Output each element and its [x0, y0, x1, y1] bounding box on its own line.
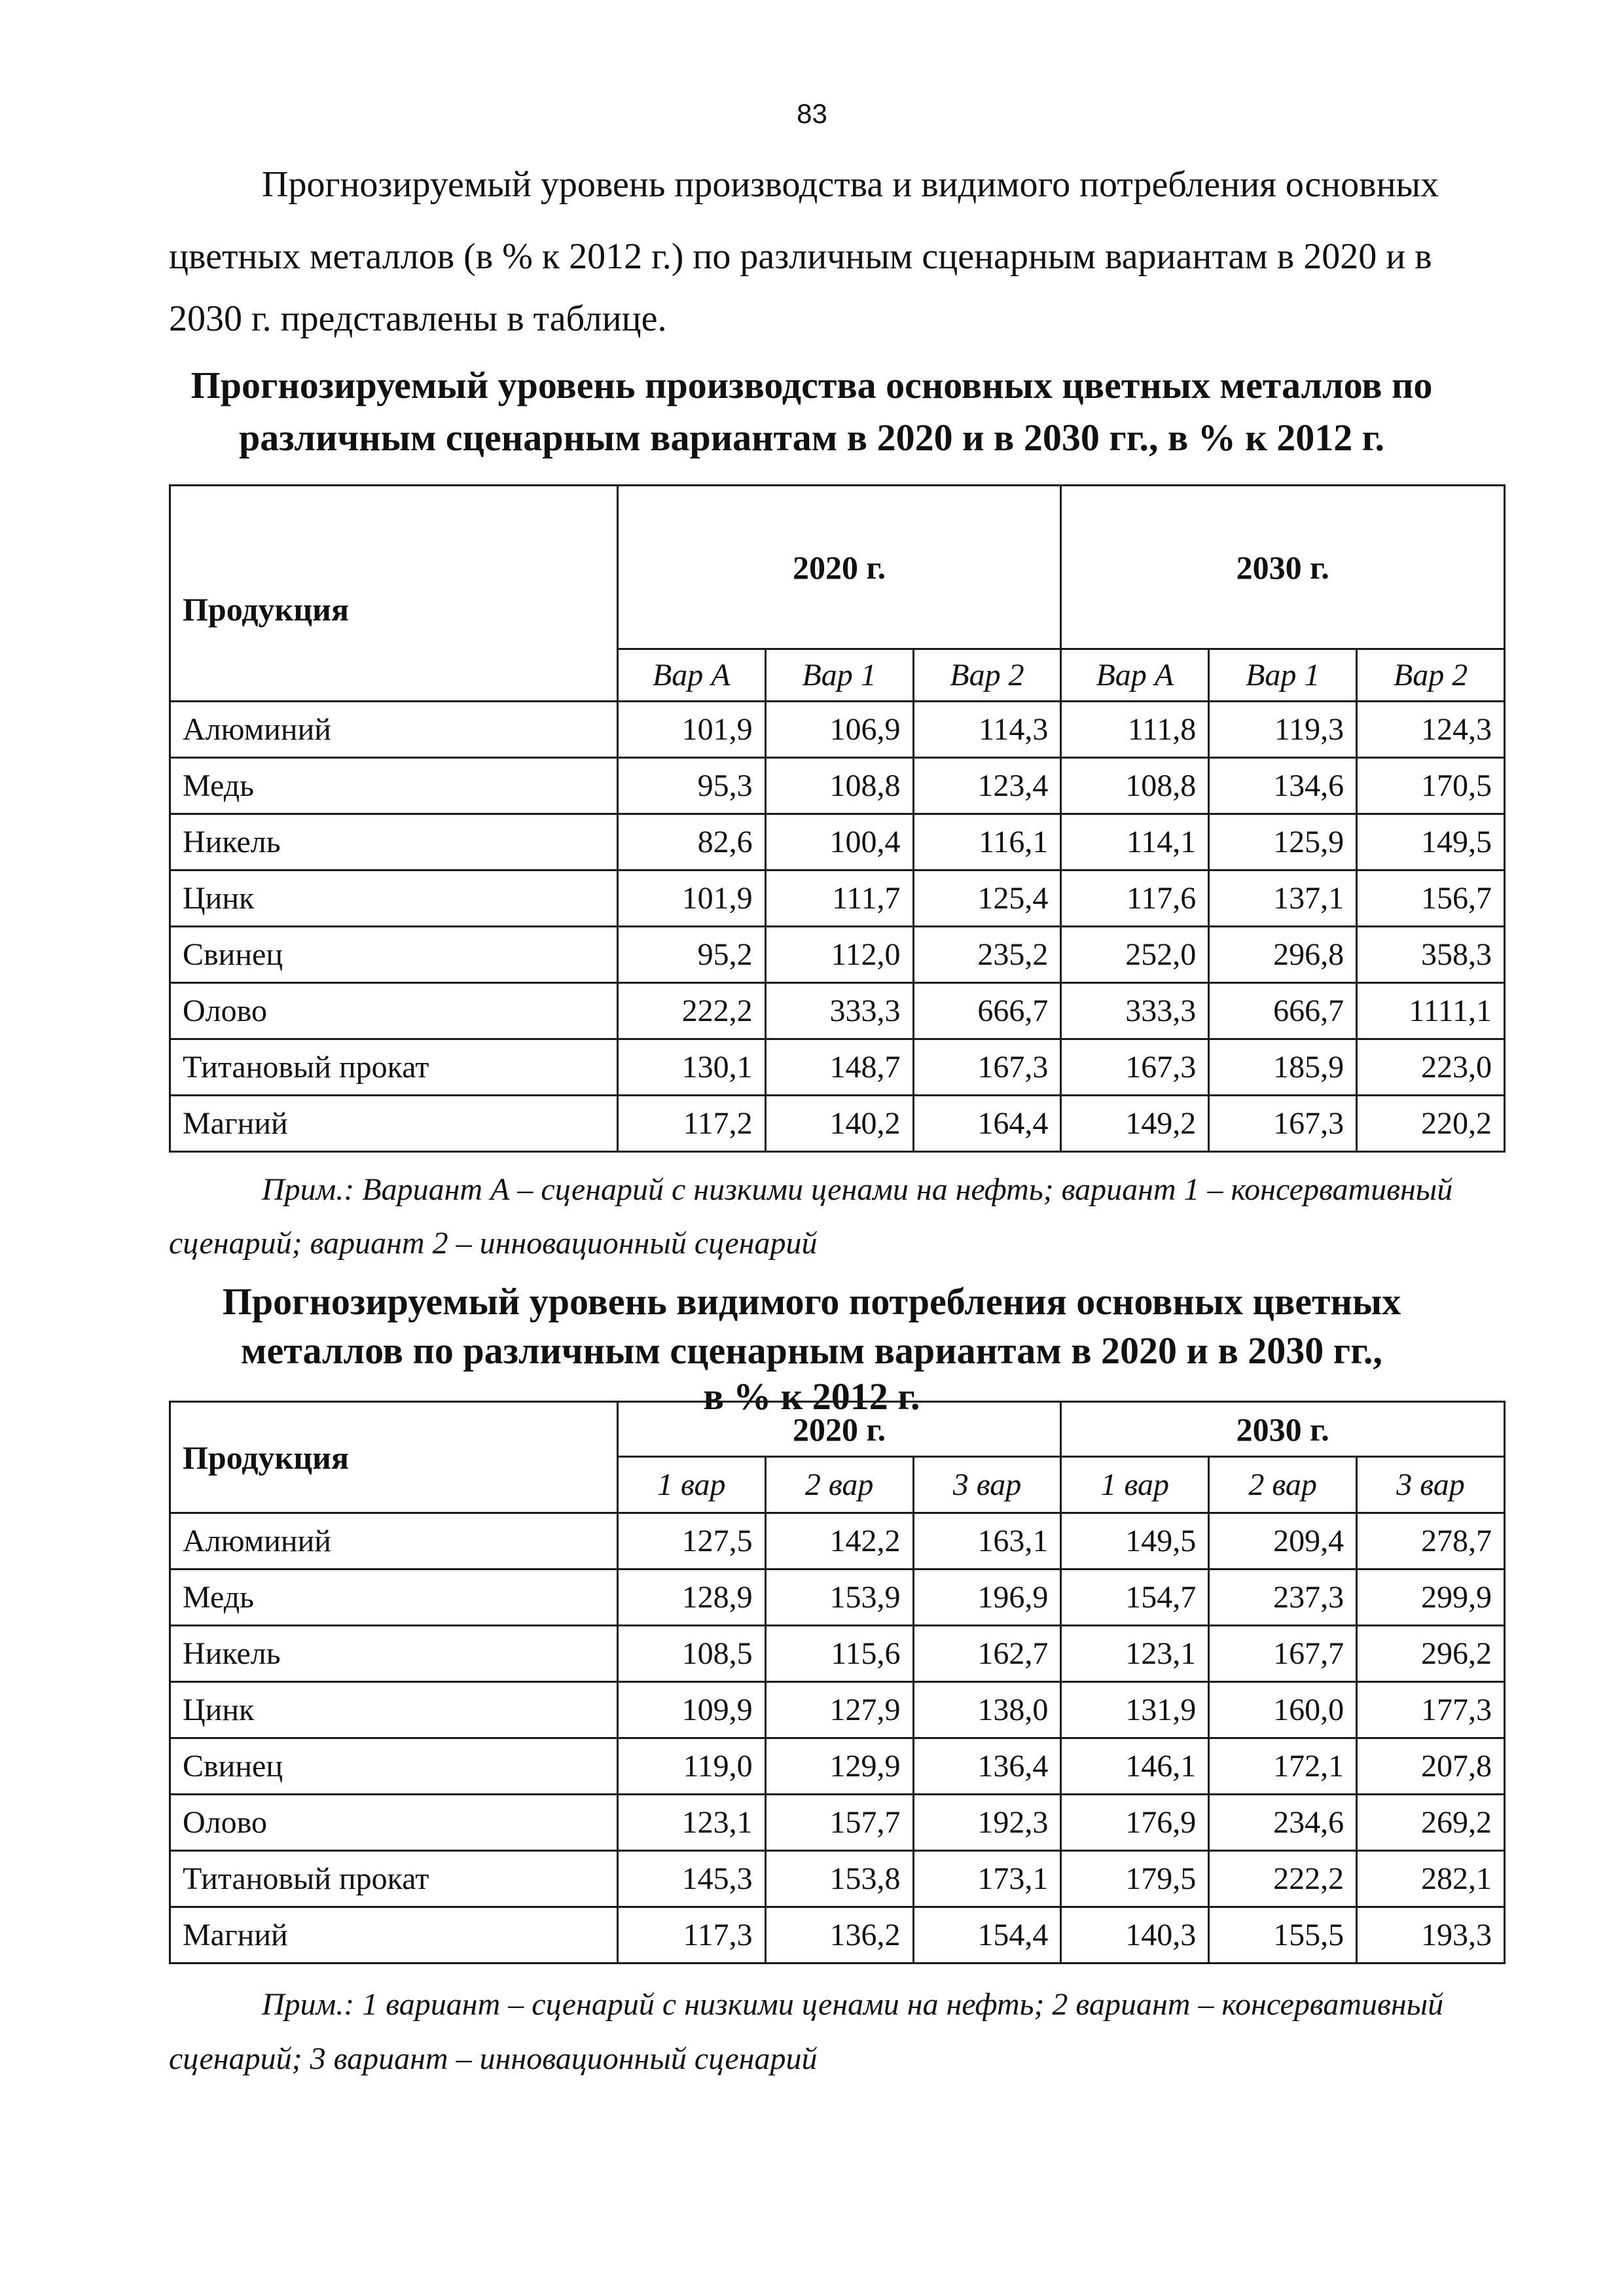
- value-cell: 101,9: [617, 870, 765, 927]
- value-cell: 136,2: [765, 1907, 913, 1964]
- value-cell: 138,0: [913, 1682, 1061, 1738]
- value-cell: 223,0: [1357, 1039, 1505, 1096]
- value-cell: 125,4: [913, 870, 1061, 927]
- table-row: [170, 1626, 1505, 1682]
- table-row: [170, 814, 1505, 870]
- table-row: [170, 1039, 1505, 1096]
- value-cell: 163,1: [913, 1513, 1061, 1570]
- value-cell: 299,9: [1357, 1570, 1505, 1626]
- value-cell: 235,2: [913, 927, 1061, 983]
- value-cell: 140,2: [765, 1096, 913, 1152]
- value-cell: 156,7: [1357, 870, 1505, 927]
- value-cell: 145,3: [617, 1851, 765, 1907]
- variant-header: 3 вар: [913, 1457, 1061, 1513]
- table-header-row: [170, 486, 1505, 649]
- value-cell: 119,0: [617, 1738, 765, 1795]
- value-cell: 278,7: [1357, 1513, 1505, 1570]
- year-header-2030: 2030 г.: [1061, 1402, 1505, 1457]
- value-cell: 115,6: [765, 1626, 913, 1682]
- product-column-header: Продукция: [170, 486, 618, 702]
- value-cell: 82,6: [617, 814, 765, 870]
- value-cell: 666,7: [913, 983, 1061, 1039]
- product-column-header: Продукция: [170, 1402, 618, 1513]
- table-header-row: [170, 1402, 1505, 1457]
- value-cell: 146,1: [1061, 1738, 1209, 1795]
- value-cell: 114,1: [1061, 814, 1209, 870]
- product-name-cell: Титановый прокат: [170, 1039, 618, 1096]
- value-cell: 106,9: [765, 702, 913, 758]
- product-name-cell: Титановый прокат: [170, 1851, 618, 1907]
- value-cell: 95,3: [617, 758, 765, 814]
- year-header-2020: 2020 г.: [617, 1402, 1061, 1457]
- value-cell: 234,6: [1209, 1795, 1357, 1851]
- variant-header: 2 вар: [1209, 1457, 1357, 1513]
- intro-paragraph-line: 2030 г. представлены в таблице.: [169, 298, 667, 339]
- table-row: [170, 1738, 1505, 1795]
- value-cell: 333,3: [1061, 983, 1209, 1039]
- table-row: [170, 870, 1505, 927]
- value-cell: 124,3: [1357, 702, 1505, 758]
- table-row: [170, 702, 1505, 758]
- value-cell: 167,3: [913, 1039, 1061, 1096]
- value-cell: 109,9: [617, 1682, 765, 1738]
- value-cell: 100,4: [765, 814, 913, 870]
- product-name-cell: Олово: [170, 983, 618, 1039]
- value-cell: 108,5: [617, 1626, 765, 1682]
- value-cell: 196,9: [913, 1570, 1061, 1626]
- table-row: [170, 1570, 1505, 1626]
- variant-header: Вар А: [617, 649, 765, 702]
- value-cell: 148,7: [765, 1039, 913, 1096]
- table-2-note: сценарий; 3 вариант – инновационный сценарий: [169, 2041, 818, 2076]
- value-cell: 167,3: [1061, 1039, 1209, 1096]
- product-name-cell: Алюминий: [170, 702, 618, 758]
- value-cell: 117,2: [617, 1096, 765, 1152]
- value-cell: 153,9: [765, 1570, 913, 1626]
- table-2-title: металлов по различным сценарным вариантам в 2020 и в 2030 гг.,: [241, 1329, 1382, 1372]
- year-header-2020: 2020 г.: [617, 486, 1061, 649]
- variant-header: Вар 2: [1357, 649, 1505, 702]
- table-row: [170, 1513, 1505, 1570]
- value-cell: 173,1: [913, 1851, 1061, 1907]
- table-1-note: сценарий; вариант 2 – инновационный сценарий: [169, 1226, 818, 1261]
- value-cell: 114,3: [913, 702, 1061, 758]
- value-cell: 149,2: [1061, 1096, 1209, 1152]
- value-cell: 137,1: [1209, 870, 1357, 927]
- value-cell: 220,2: [1357, 1096, 1505, 1152]
- product-name-cell: Магний: [170, 1096, 618, 1152]
- table-row: [170, 758, 1505, 814]
- value-cell: 130,1: [617, 1039, 765, 1096]
- table-row: [170, 983, 1505, 1039]
- value-cell: 149,5: [1061, 1513, 1209, 1570]
- value-cell: 296,2: [1357, 1626, 1505, 1682]
- value-cell: 1111,1: [1357, 983, 1505, 1039]
- value-cell: 193,3: [1357, 1907, 1505, 1964]
- variant-header: 1 вар: [617, 1457, 765, 1513]
- table-2-note: Прим.: 1 вариант – сценарий с низкими ценами на нефть; 2 вариант – консервативный: [262, 1987, 1444, 2022]
- value-cell: 162,7: [913, 1626, 1061, 1682]
- value-cell: 111,7: [765, 870, 913, 927]
- value-cell: 296,8: [1209, 927, 1357, 983]
- value-cell: 95,2: [617, 927, 765, 983]
- table-row: [170, 1907, 1505, 1964]
- value-cell: 140,3: [1061, 1907, 1209, 1964]
- value-cell: 117,3: [617, 1907, 765, 1964]
- value-cell: 157,7: [765, 1795, 913, 1851]
- variant-header: 1 вар: [1061, 1457, 1209, 1513]
- variant-header: Вар 2: [913, 649, 1061, 702]
- value-cell: 252,0: [1061, 927, 1209, 983]
- value-cell: 177,3: [1357, 1682, 1505, 1738]
- value-cell: 108,8: [1061, 758, 1209, 814]
- value-cell: 154,4: [913, 1907, 1061, 1964]
- page-number: 83: [797, 98, 827, 129]
- variant-header: Вар 1: [765, 649, 913, 702]
- variant-header: 3 вар: [1357, 1457, 1505, 1513]
- value-cell: 222,2: [617, 983, 765, 1039]
- table-row: [170, 1096, 1505, 1152]
- value-cell: 136,4: [913, 1738, 1061, 1795]
- variant-header: Вар 1: [1209, 649, 1357, 702]
- value-cell: 127,5: [617, 1513, 765, 1570]
- value-cell: 123,4: [913, 758, 1061, 814]
- variant-header: 2 вар: [765, 1457, 913, 1513]
- value-cell: 185,9: [1209, 1039, 1357, 1096]
- value-cell: 207,8: [1357, 1738, 1505, 1795]
- value-cell: 123,1: [1061, 1626, 1209, 1682]
- value-cell: 123,1: [617, 1795, 765, 1851]
- value-cell: 131,9: [1061, 1682, 1209, 1738]
- value-cell: 172,1: [1209, 1738, 1357, 1795]
- value-cell: 153,8: [765, 1851, 913, 1907]
- value-cell: 155,5: [1209, 1907, 1357, 1964]
- value-cell: 333,3: [765, 983, 913, 1039]
- product-name-cell: Свинец: [170, 927, 618, 983]
- value-cell: 222,2: [1209, 1851, 1357, 1907]
- intro-paragraph-line: цветных металлов (в % к 2012 г.) по различным сценарным вариантам в 2020 и в: [169, 236, 1432, 277]
- table-row: [170, 1682, 1505, 1738]
- product-name-cell: Никель: [170, 1626, 618, 1682]
- product-name-cell: Олово: [170, 1795, 618, 1851]
- value-cell: 119,3: [1209, 702, 1357, 758]
- value-cell: 149,5: [1357, 814, 1505, 870]
- product-name-cell: Никель: [170, 814, 618, 870]
- value-cell: 101,9: [617, 702, 765, 758]
- table-1-note: Прим.: Вариант А – сценарий с низкими ценами на нефть; вариант 1 – консервативный: [262, 1172, 1453, 1207]
- intro-paragraph-line: Прогнозируемый уровень производства и видимого потребления основных: [262, 164, 1439, 205]
- table-row: [170, 1795, 1505, 1851]
- value-cell: 117,6: [1061, 870, 1209, 927]
- value-cell: 167,3: [1209, 1096, 1357, 1152]
- value-cell: 164,4: [913, 1096, 1061, 1152]
- value-cell: 160,0: [1209, 1682, 1357, 1738]
- production-table: [169, 484, 1506, 1153]
- product-name-cell: Цинк: [170, 1682, 618, 1738]
- product-name-cell: Медь: [170, 758, 618, 814]
- product-name-cell: Магний: [170, 1907, 618, 1964]
- value-cell: 111,8: [1061, 702, 1209, 758]
- table-row: [170, 1851, 1505, 1907]
- product-name-cell: Алюминий: [170, 1513, 618, 1570]
- table-1-title: Прогнозируемый уровень производства основных цветных металлов по: [190, 364, 1433, 406]
- table-2-title: Прогнозируемый уровень видимого потребления основных цветных: [222, 1280, 1401, 1323]
- year-header-2030: 2030 г.: [1061, 486, 1505, 649]
- value-cell: 237,3: [1209, 1570, 1357, 1626]
- value-cell: 167,7: [1209, 1626, 1357, 1682]
- value-cell: 134,6: [1209, 758, 1357, 814]
- value-cell: 108,8: [765, 758, 913, 814]
- value-cell: 358,3: [1357, 927, 1505, 983]
- value-cell: 127,9: [765, 1682, 913, 1738]
- value-cell: 269,2: [1357, 1795, 1505, 1851]
- value-cell: 192,3: [913, 1795, 1061, 1851]
- value-cell: 142,2: [765, 1513, 913, 1570]
- value-cell: 112,0: [765, 927, 913, 983]
- consumption-table: [169, 1401, 1506, 1964]
- value-cell: 282,1: [1357, 1851, 1505, 1907]
- variant-header: Вар А: [1061, 649, 1209, 702]
- value-cell: 116,1: [913, 814, 1061, 870]
- value-cell: 170,5: [1357, 758, 1505, 814]
- value-cell: 179,5: [1061, 1851, 1209, 1907]
- value-cell: 666,7: [1209, 983, 1357, 1039]
- table-2-title: в % к 2012 г.: [703, 1375, 920, 1418]
- product-name-cell: Медь: [170, 1570, 618, 1626]
- value-cell: 154,7: [1061, 1570, 1209, 1626]
- value-cell: 125,9: [1209, 814, 1357, 870]
- value-cell: 128,9: [617, 1570, 765, 1626]
- product-name-cell: Цинк: [170, 870, 618, 927]
- product-name-cell: Свинец: [170, 1738, 618, 1795]
- value-cell: 176,9: [1061, 1795, 1209, 1851]
- value-cell: 129,9: [765, 1738, 913, 1795]
- table-1-title: различным сценарным вариантам в 2020 и в 2030 гг., в % к 2012 г.: [238, 416, 1385, 459]
- table-row: [170, 927, 1505, 983]
- value-cell: 209,4: [1209, 1513, 1357, 1570]
